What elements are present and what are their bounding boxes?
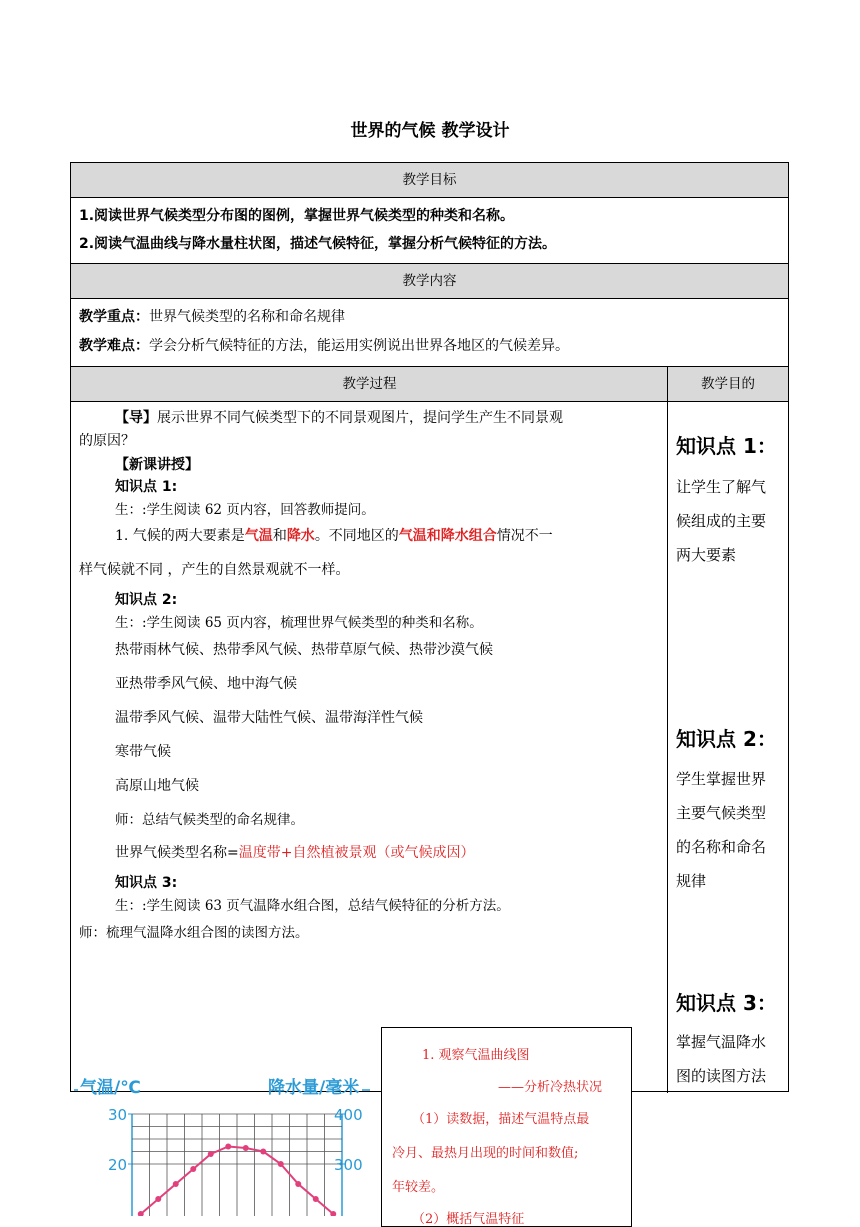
content-header: 教学内容	[71, 264, 788, 299]
temperature-point	[173, 1181, 179, 1187]
method-line-1: 1. 观察气温曲线图	[422, 1048, 530, 1063]
kp1-statement-2: 样气候就不同 ，产生的自然景观就不一样。	[79, 562, 350, 578]
difficult-point: 教学难点：学会分析气候特征的方法，能运用实例说出世界各地区的气候差异。	[79, 338, 569, 354]
purpose-kp2-text: 学生掌握世界 主要气候类型 的名称和命名 规律	[676, 770, 767, 890]
purpose-kp3-title: 知识点 3：	[676, 991, 777, 1015]
page-title: 世界的气候 教学设计	[350, 121, 510, 141]
kp1-student: 生：:学生阅读 62 页内容，回答教师提问。	[115, 502, 375, 518]
goals-header: 教学目标	[71, 163, 788, 198]
chart-grid	[132, 1114, 342, 1216]
climate-line-4: 寒带气候	[115, 744, 171, 760]
tick-label-right: 400	[334, 1106, 363, 1124]
method-line-4: 冷月、最热月出现的时间和数值;	[392, 1146, 579, 1161]
kp1-heading: 知识点 1:	[115, 479, 178, 495]
chart-ylabel-right: 降水量/毫米	[268, 1078, 360, 1098]
climate-chart	[72, 1070, 372, 1216]
purpose-kp2-title: 知识点 2：	[676, 727, 777, 751]
method-line-2: ——分析冷热状况	[498, 1080, 603, 1095]
temperature-point	[313, 1196, 319, 1202]
teacher-summary: 师：总结气候类型的命名规律。	[115, 812, 304, 828]
tick-label-left: 30	[108, 1106, 128, 1124]
goal-item-2: 2.阅读气温曲线与降水量柱状图，描述气候特征，掌握分析气候特征的方法。	[79, 236, 557, 252]
temperature-point	[190, 1166, 196, 1172]
temperature-point	[208, 1151, 214, 1157]
purpose-kp1-text: 让学生了解气 候组成的主要 两大要素	[676, 478, 767, 564]
purpose-kp3-text: 掌握气温降水 图的读图方法	[676, 1033, 767, 1085]
lesson-table	[70, 162, 789, 1092]
temperature-point	[278, 1161, 284, 1167]
new-lesson-heading: 【新课讲授】	[115, 457, 199, 473]
method-line-5: 年较差。	[392, 1180, 445, 1195]
kp1-statement: 1. 气候的两大要素是气温和降水。不同地区的气温和降水组合情况不一	[115, 528, 553, 544]
climate-line-2: 亚热带季风气候、地中海气候	[115, 676, 297, 692]
key-point: 教学重点：世界气候类型的名称和命名规律	[79, 309, 345, 325]
temperature-point	[225, 1144, 231, 1150]
intro-line-2: 的原因？	[79, 433, 135, 449]
intro-line: 【导】展示世界不同气候类型下的不同景观图片，提问学生产生不同景观	[115, 410, 563, 426]
kp3-heading: 知识点 3:	[115, 875, 178, 891]
kp2-student: 生：:学生阅读 65 页内容，梳理世界气候类型的种类和名称。	[115, 615, 483, 631]
tick-label-left: 20	[108, 1156, 128, 1174]
process-header: 教学过程	[71, 367, 668, 402]
naming-rule: 世界气候类型名称=温度带+自然植被景观（或气候成因）	[115, 845, 475, 861]
goal-item-1: 1.阅读世界气候类型分布图的图例，掌握世界气候类型的种类和名称。	[79, 208, 515, 224]
temperature-point	[260, 1149, 266, 1155]
reading-method-box	[381, 1027, 632, 1227]
kp3-student: 生：:学生阅读 63 页气温降水组合图，总结气候特征的分析方法。	[115, 898, 510, 914]
method-line-6: （2）概括气温特征	[412, 1212, 525, 1227]
kp3-teacher: 师：梳理气温降水组合图的读图方法。	[79, 925, 309, 941]
purpose-header: 教学目的	[668, 367, 788, 402]
climate-line-3: 温带季风气候、温带大陆性气候、温带海洋性气候	[115, 710, 423, 726]
kp2-heading: 知识点 2:	[115, 592, 178, 608]
climate-line-5: 高原山地气候	[115, 778, 199, 794]
temperature-point	[295, 1181, 301, 1187]
temperature-point	[155, 1196, 161, 1202]
method-line-3: （1）读数据，描述气温特点最	[412, 1112, 590, 1127]
climate-line-1: 热带雨林气候、热带季风气候、热带草原气候、热带沙漠气候	[115, 642, 493, 658]
temperature-point	[243, 1145, 249, 1151]
tick-label-right: 300	[334, 1156, 363, 1174]
chart-ylabel-left: 气温/℃	[80, 1078, 141, 1098]
purpose-kp1-title: 知识点 1：	[676, 434, 777, 458]
